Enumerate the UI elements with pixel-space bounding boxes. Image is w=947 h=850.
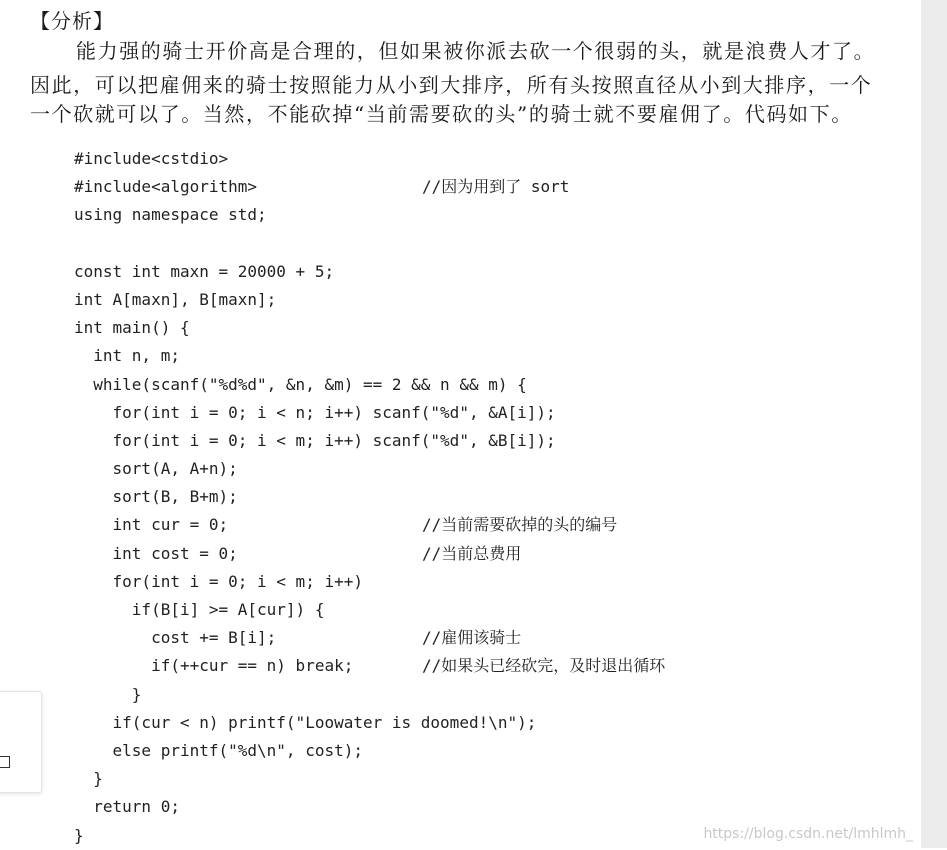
code-text: for(int i = 0; i < n; i++) scanf("%d", &A[i]);: [74, 402, 556, 422]
code-text: }: [74, 825, 84, 845]
code-line: [74, 399, 556, 427]
code-text: int n, m;: [74, 346, 180, 366]
code-text: return 0;: [74, 797, 180, 817]
code-line: [74, 230, 556, 258]
paragraph-line-1: 能力强的骑士开价高是合理的，但如果被你派去砍一个很弱的头，就是浪费人才了。: [76, 39, 876, 63]
code-text: if(++cur == n) break;: [74, 656, 354, 676]
code-line: [74, 540, 556, 568]
code-text: #include<cstdio>: [74, 149, 229, 168]
watermark: https://blog.csdn.net/lmhlmh_: [703, 826, 913, 842]
code-line: [74, 427, 556, 455]
collapse-bracket-icon[interactable]: [0, 756, 10, 768]
code-line: [74, 793, 556, 821]
code-line: [74, 596, 556, 624]
code-text: int cur = 0;: [74, 515, 229, 535]
code-comment: //如果头已经砍完，及时退出循环: [422, 656, 666, 676]
code-line: [74, 568, 556, 596]
code-text: sort(B, B+m);: [74, 487, 238, 507]
code-text: else printf("%d\n", cost);: [74, 740, 363, 760]
code-text: }: [74, 769, 103, 789]
section-heading: 【分析】: [30, 9, 114, 33]
right-gutter: [921, 0, 947, 848]
code-comment: //当前需要砍掉的头的编号: [422, 515, 618, 535]
paragraph-line-3: 一个砍就可以了。当然，不能砍掉“当前需要砍的头”的骑士就不要雇佣了。代码如下。: [30, 102, 853, 126]
code-comment: //雇佣该骑士: [422, 628, 522, 648]
code-line: [74, 709, 556, 737]
code-text: #include<algorithm>: [74, 177, 258, 197]
code-text: for(int i = 0; i < m; i++): [74, 571, 363, 591]
side-toolbar-widget[interactable]: [0, 691, 42, 793]
code-text: int cost = 0;: [74, 543, 238, 563]
code-text: int main() {: [74, 318, 190, 338]
code-text: }: [74, 684, 142, 704]
code-text: while(scanf("%d%d", &n, &m) == 2 && n && m) {: [74, 374, 527, 394]
code-text: using namespace std;: [74, 205, 267, 225]
code-text: cost += B[i];: [74, 628, 277, 648]
code-text: const int maxn = 20000 + 5;: [74, 261, 335, 281]
code-comment: //因为用到了 sort: [422, 177, 570, 197]
code-line: [74, 511, 618, 539]
code-line: [74, 681, 556, 709]
code-line: [74, 145, 556, 173]
code-text: for(int i = 0; i < m; i++) scanf("%d", &B[i]);: [74, 430, 556, 450]
code-line: [74, 455, 556, 483]
code-text: if(cur < n) printf("Loowater is doomed!\n");: [74, 712, 537, 732]
code-line: [74, 258, 556, 286]
code-text: sort(A, A+n);: [74, 459, 238, 479]
code-line: [74, 765, 556, 793]
code-line: [74, 173, 570, 201]
code-block: [74, 145, 666, 850]
code-line: [74, 314, 556, 342]
code-line: [74, 652, 666, 680]
code-line: [74, 822, 556, 850]
code-line: [74, 624, 556, 652]
paragraph-line-2: 因此，可以把雇佣来的骑士按照能力从小到大排序，所有头按照直径从小到大排序，一个: [30, 73, 873, 97]
code-line: [74, 483, 556, 511]
code-text: if(B[i] >= A[cur]) {: [74, 600, 325, 619]
code-line: [74, 201, 556, 229]
code-line: [74, 371, 556, 399]
code-comment: //当前总费用: [422, 543, 522, 563]
code-text: int A[maxn], B[maxn];: [74, 289, 277, 309]
code-line: [74, 286, 556, 314]
code-line: [74, 737, 556, 765]
code-line: [74, 342, 556, 370]
